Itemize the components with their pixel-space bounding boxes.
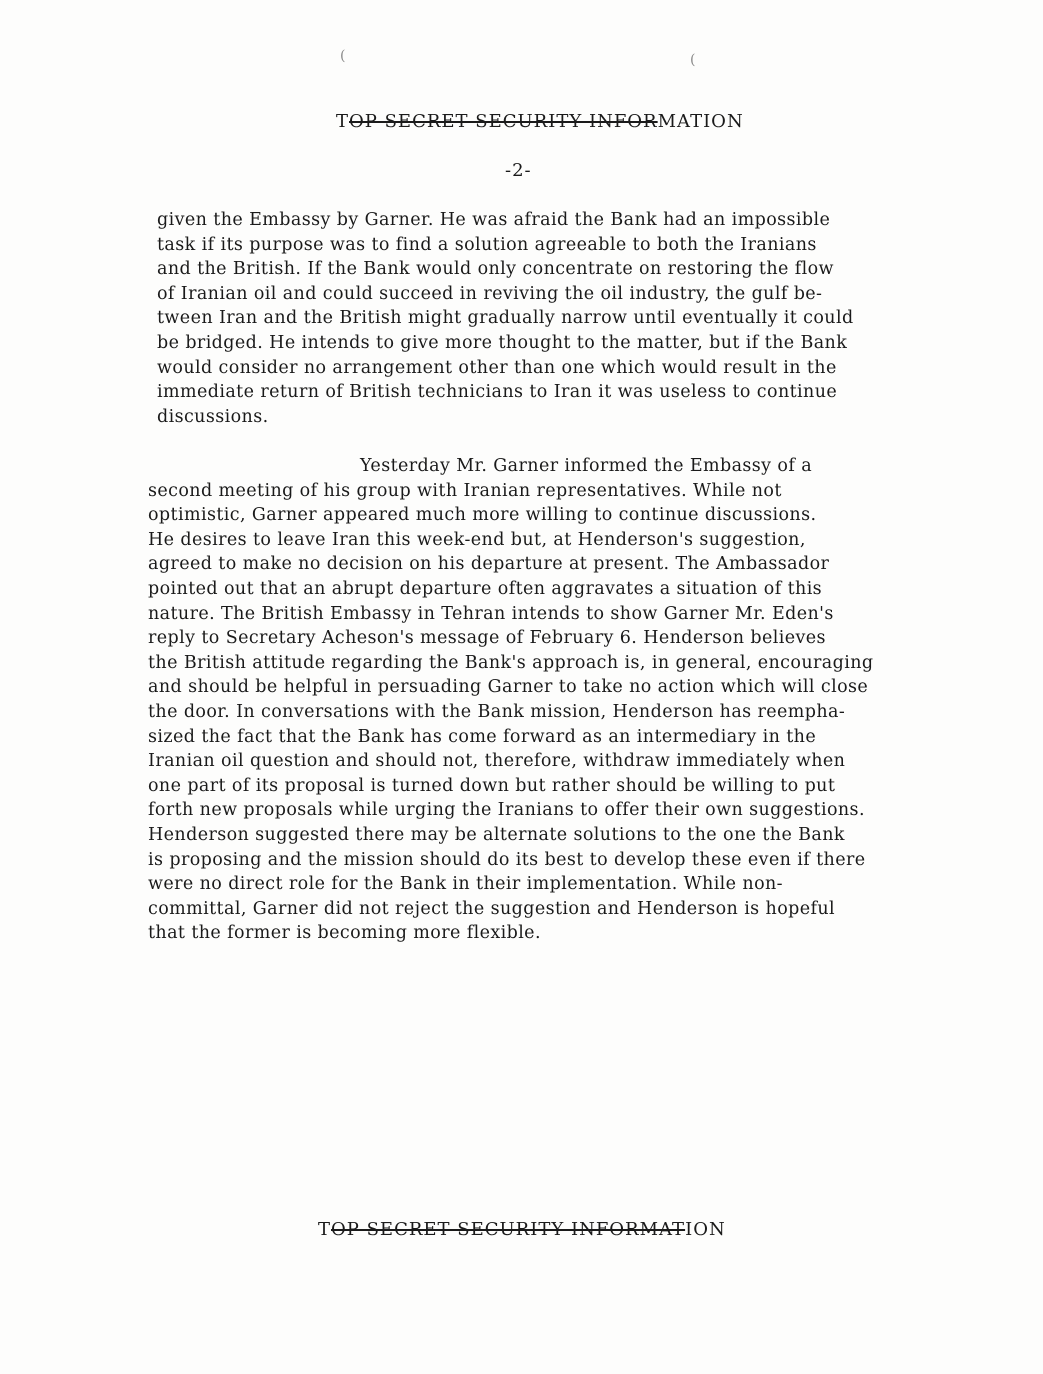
paragraph-1: [157, 208, 854, 429]
text-line: pointed out that an abrupt departure often aggravates a situation of this: [148, 578, 823, 599]
text-line: agreed to make no decision on his departure at present. The Ambassador: [148, 554, 830, 575]
classification-lead: T: [336, 111, 350, 132]
text-line: discussions.: [157, 406, 269, 427]
text-line: tween Iran and the British might gradually narrow until eventually it could: [157, 308, 854, 329]
text-line: second meeting of his group with Iranian representatives. While not: [148, 480, 782, 501]
classification-header: [336, 111, 744, 132]
text-line: of Iranian oil and could succeed in reviving the oil industry, the gulf be-: [157, 283, 823, 304]
text-line: the door. In conversations with the Bank mission, Henderson has reempha-: [148, 701, 846, 722]
text-line: forth new proposals while urging the Iranians to offer their own suggestions.: [148, 800, 865, 821]
text-line: one part of its proposal is turned down but rather should be willing to put: [148, 775, 836, 796]
text-line: He desires to leave Iran this week-end but, at Henderson's suggestion,: [148, 529, 806, 550]
text-line: committal, Garner did not reject the suggestion and Henderson is hopeful: [148, 898, 836, 919]
text-line: the British attitude regarding the Bank's approach is, in general, encouraging: [148, 652, 874, 673]
text-line: reply to Secretary Acheson's message of February 6. Henderson believes: [148, 628, 826, 649]
text-line: and the British. If the Bank would only concentrate on restoring the flow: [157, 259, 834, 280]
text-line: immediate return of British technicians to Iran it was useless to continue: [157, 382, 838, 403]
text-line: is proposing and the mission should do its best to develop these even if there: [148, 849, 866, 870]
paper-speck: (: [340, 48, 346, 64]
text-line: that the former is becoming more flexible.: [148, 923, 541, 944]
text-line: be bridged. He intends to give more thought to the matter, but if the Bank: [157, 332, 848, 353]
text-line: were no direct role for the Bank in their implementation. While non-: [148, 874, 783, 895]
paper-speck: (: [690, 52, 696, 68]
classification-lead: T: [318, 1219, 332, 1240]
classification-tail: MATION: [657, 111, 744, 132]
text-line: Henderson suggested there may be alternate solutions to the one the Bank: [148, 824, 845, 845]
text-line: and should be helpful in persuading Garner to take no action which will close: [148, 677, 869, 698]
classification-tail: ION: [685, 1219, 726, 1240]
text-line: would consider no arrangement other than one which would result in the: [157, 357, 837, 378]
text-line: sized the fact that the Bank has come forward as an intermediary in the: [148, 726, 817, 747]
page-number: -2-: [505, 160, 532, 181]
text-line: optimistic, Garner appeared much more willing to continue discussions.: [148, 505, 817, 526]
text-line: given the Embassy by Garner. He was afraid the Bank had an impossible: [157, 210, 831, 230]
text-line: Iranian oil question and should not, therefore, withdraw immediately when: [148, 751, 846, 772]
paragraph-2: [148, 454, 873, 946]
text-line: Yesterday Mr. Garner informed the Embassy of a: [360, 456, 813, 476]
classification-struck: OP SECRET SECURITY INFOR: [349, 111, 658, 132]
classification-footer: [318, 1219, 726, 1240]
text-line: task if its purpose was to find a solution agreeable to both the Iranians: [157, 234, 817, 255]
text-line: nature. The British Embassy in Tehran intends to show Garner Mr. Eden's: [148, 603, 834, 624]
classification-struck: OP SECRET SECURITY INFORMAT: [331, 1219, 686, 1240]
